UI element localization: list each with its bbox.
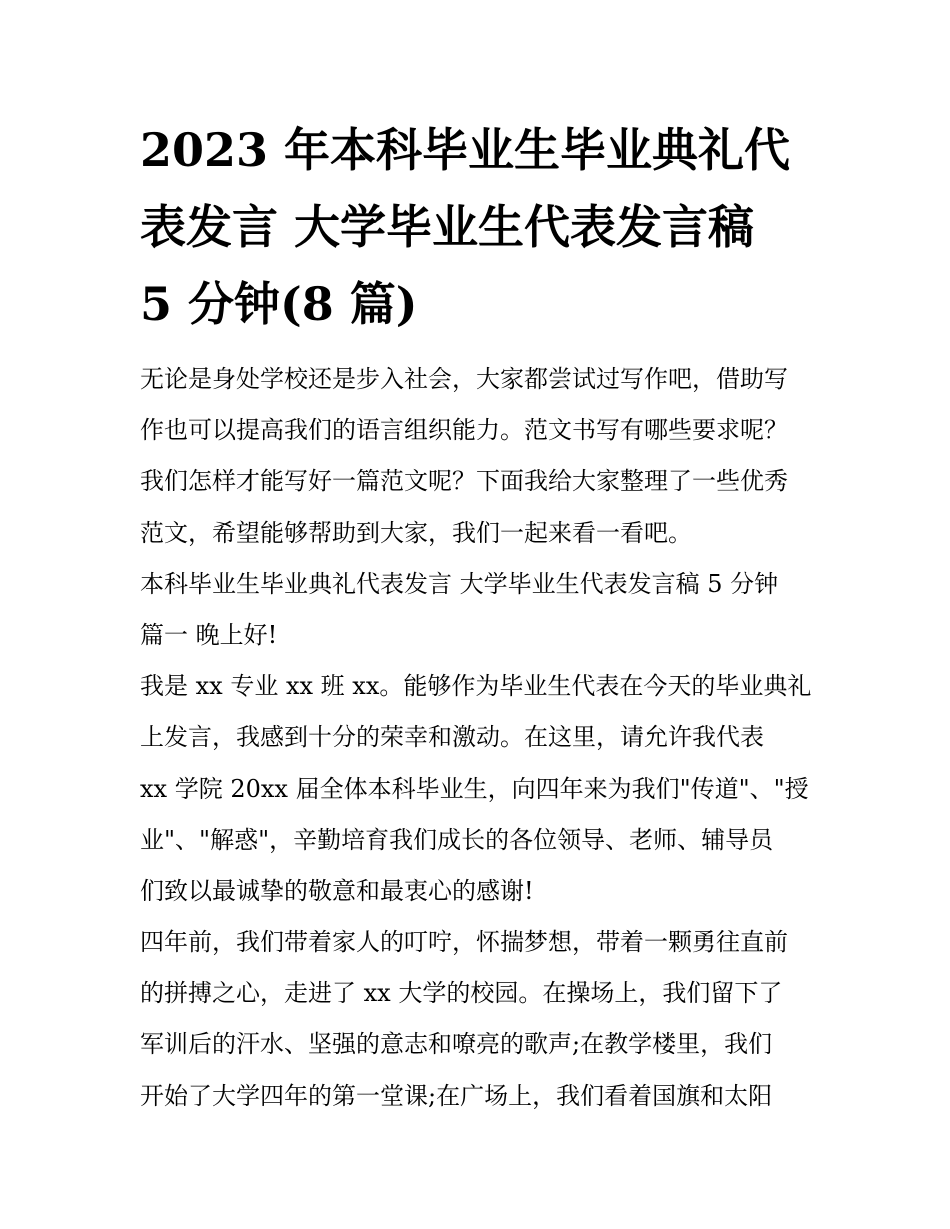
body-line: 开始了大学四年的第一堂课;在广场上，我们看着国旗和太阳 bbox=[140, 1081, 773, 1110]
section-label-line: 篇一 晚上好! bbox=[140, 620, 278, 649]
body-line: 上发言，我感到十分的荣幸和激动。在这里，请允许我代表 bbox=[140, 723, 764, 752]
document-title bbox=[140, 112, 820, 343]
body-line: 四年前，我们带着家人的叮咛，怀揣梦想，带着一颗勇往直前 bbox=[140, 928, 788, 957]
body-line: 我是 xx 专业 xx 班 xx。能够作为毕业生代表在今天的毕业典礼 bbox=[140, 672, 812, 701]
document-body bbox=[140, 354, 830, 1122]
body-line: 作也可以提高我们的语言组织能力。范文书写有哪些要求呢？ bbox=[140, 416, 788, 445]
body-line: 军训后的汗水、坚强的意志和嘹亮的歌声;在教学楼里，我们 bbox=[140, 1030, 773, 1059]
body-line: 我们怎样才能写好一篇范文呢？下面我给大家整理了一些优秀 bbox=[140, 467, 788, 496]
section-heading-line: 本科毕业生毕业典礼代表发言 大学毕业生代表发言稿 5 分钟 bbox=[140, 569, 779, 598]
body-line: 无论是身处学校还是步入社会，大家都尝试过写作吧，借助写 bbox=[140, 365, 788, 393]
title-line: 表发言 大学毕业生代表发言稿 bbox=[140, 200, 755, 254]
title-line: 2023 年本科毕业生毕业典礼代 bbox=[140, 123, 791, 177]
title-line: 5 分钟(8 篇) bbox=[140, 277, 418, 331]
body-line: xx 学院 20xx 届全体本科毕业生，向四年来为我们"传道"、"授 bbox=[140, 774, 809, 803]
body-line: 的拼搏之心，走进了 xx 大学的校园。在操场上，我们留下了 bbox=[140, 979, 783, 1008]
body-line: 业"、"解惑"，辛勤培育我们成长的各位领导、老师、辅导员 bbox=[140, 825, 774, 854]
body-line: 们致以最诚挚的敬意和最衷心的感谢! bbox=[140, 876, 534, 905]
body-line: 范文，希望能够帮助到大家，我们一起来看一看吧。 bbox=[140, 518, 692, 547]
